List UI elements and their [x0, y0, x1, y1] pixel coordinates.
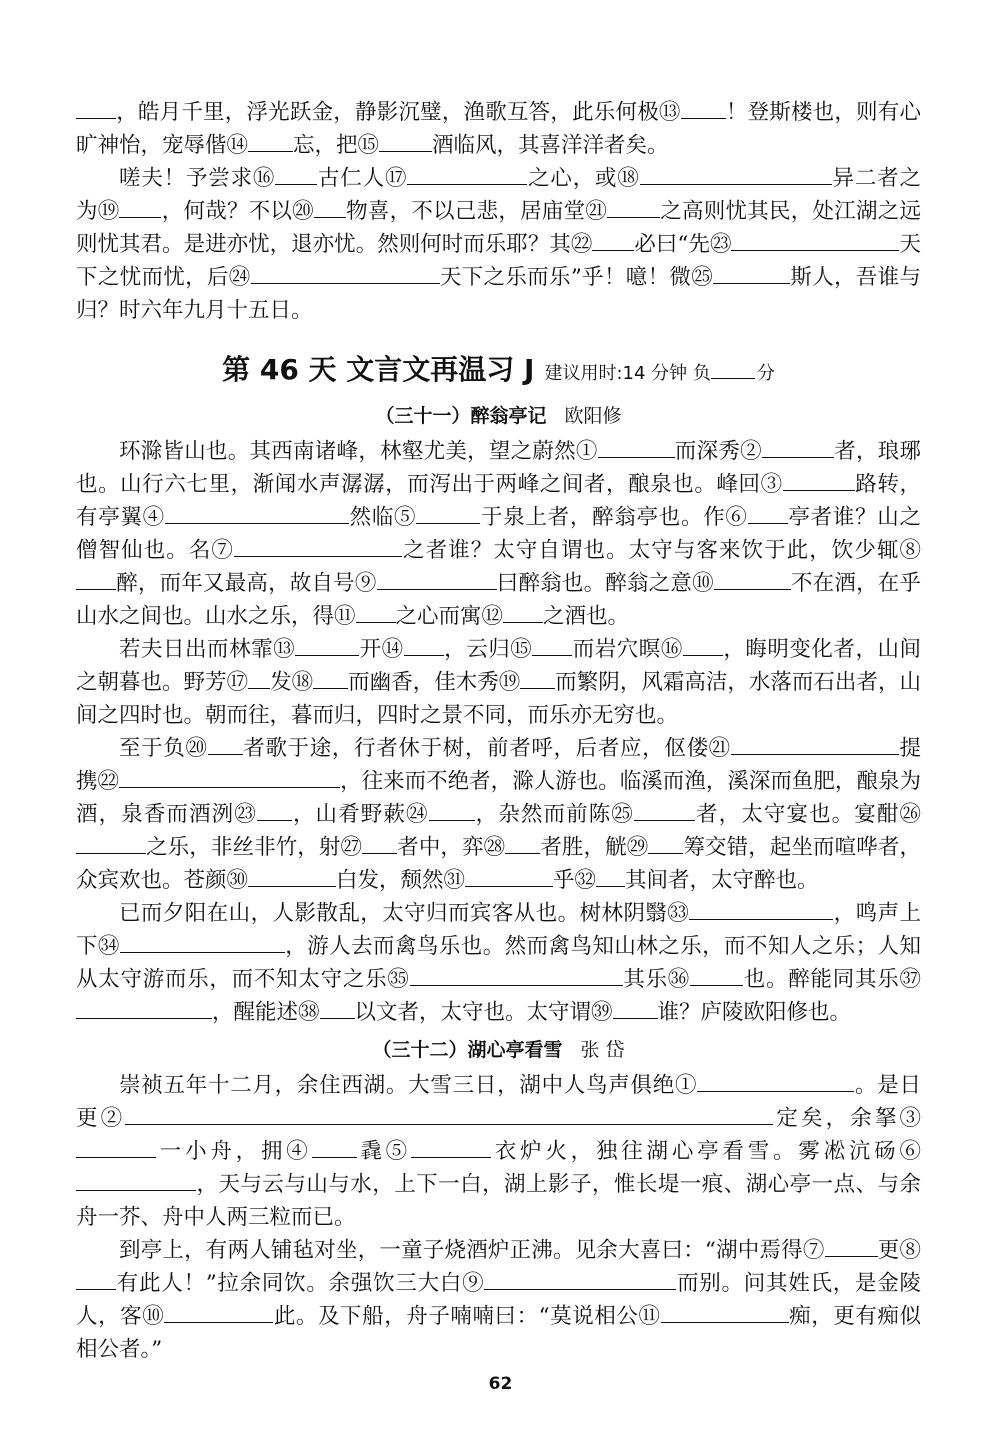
- answer-blank[interactable]: [661, 1302, 789, 1323]
- passage-text: ，山肴野蔌㉔: [291, 802, 429, 827]
- answer-blank[interactable]: [690, 965, 743, 986]
- answer-blank[interactable]: [76, 98, 116, 119]
- answer-blank[interactable]: [76, 998, 212, 1019]
- passage-text: 嗟夫！予尝求⑯: [119, 166, 276, 191]
- answer-blank[interactable]: [314, 197, 346, 218]
- answer-blank[interactable]: [598, 437, 675, 458]
- answer-blank[interactable]: [714, 569, 791, 590]
- passage-text: 天下之乐而乐”乎！噫！微㉕: [439, 265, 714, 290]
- day-title: 第 46 天 文言文再温习 J: [222, 353, 535, 386]
- passage-text: 以文者，太守也。太守谓㊴: [354, 1000, 613, 1025]
- section-title: （三十一）醉翁亭记: [375, 405, 547, 427]
- answer-blank[interactable]: [248, 668, 270, 689]
- answer-blank[interactable]: [484, 1269, 676, 1290]
- section-heading: [76, 399, 921, 433]
- answer-blank[interactable]: [825, 1236, 878, 1257]
- passage-text: 酒临风，其喜洋洋者矣。: [432, 133, 669, 158]
- passage-text: 之者谁？太守自谓也。太守与客来饮于此，饮少辄⑧: [401, 538, 921, 563]
- passage-text: ，晦明变化者，山间之朝暮也。野芳⑰: [76, 637, 921, 695]
- passage-paragraph: [76, 96, 921, 162]
- passage-text: 于泉上者，醉翁亭也。作⑥: [480, 505, 748, 530]
- passage-text: 其乐㊱: [622, 967, 691, 992]
- answer-blank[interactable]: [731, 230, 899, 251]
- passage-text: 提携㉒: [76, 736, 921, 794]
- passage-text: 之心，或⑱: [527, 166, 640, 191]
- passage-paragraph: [76, 435, 921, 633]
- passage-text: 者胜，觥㉙: [540, 835, 649, 860]
- passage-text: 之酒也。: [543, 604, 630, 629]
- passage-text: 发⑱: [270, 670, 314, 695]
- answer-blank[interactable]: [356, 602, 396, 623]
- section-huxintingkanxue: [76, 1033, 921, 1366]
- answer-blank[interactable]: [411, 1137, 491, 1158]
- answer-blank[interactable]: [164, 1302, 273, 1323]
- passage-text: 曰醉翁也。醉翁之意⑩: [496, 571, 714, 596]
- passage-text: 毳⑤: [356, 1139, 411, 1164]
- passage-text: ，杂然而前陈㉕: [474, 802, 634, 827]
- answer-blank[interactable]: [119, 197, 161, 218]
- answer-blank[interactable]: [165, 503, 349, 524]
- passage-text: 之高则忧其民，处江湖之远则忧其君。是进亦忧，退亦忧。然则何时而乐耶？其㉒: [76, 199, 921, 257]
- answer-blank[interactable]: [505, 833, 540, 854]
- passage-text: ，皓月千里，浮光跃金，静影沉璧，渔歌互答，此乐何极⑬: [116, 100, 681, 125]
- day-title-row: [76, 345, 921, 395]
- passage-text: 崇祯五年十二月，余住西湖。大雪三日，湖中人鸟声俱绝①: [119, 1073, 698, 1098]
- passage-text: ，何哉？不以⑳: [161, 199, 314, 224]
- answer-blank[interactable]: [248, 131, 293, 152]
- passage-text: 开⑭: [359, 637, 404, 662]
- passage-text: 物喜，不以己悲，居庙堂㉑: [345, 199, 608, 224]
- passage-text: 而岩穴暝⑯: [572, 637, 683, 662]
- answer-blank[interactable]: [407, 164, 527, 185]
- passage-paragraph: [76, 633, 921, 732]
- passage-text: ，鸣声上下㉞: [76, 901, 921, 959]
- answer-blank[interactable]: [313, 668, 348, 689]
- answer-blank[interactable]: [362, 833, 397, 854]
- passage-text: 者中，弈㉘: [397, 835, 506, 860]
- passage-text: 者，琅琊也。山行六七里，渐闻水声潺潺，而泻出于两峰之间者，酿泉也。峰回③: [76, 439, 921, 497]
- answer-blank[interactable]: [76, 833, 146, 854]
- passage-text: 谁？庐陵欧阳修也。: [657, 1000, 852, 1025]
- answer-blank[interactable]: [681, 98, 726, 119]
- answer-blank[interactable]: [208, 734, 243, 755]
- passage-text: 筹交错，起坐而喧哗者，众宾欢也。苍颜㉚: [76, 835, 921, 893]
- passage-text: ，云归⑮: [443, 637, 533, 662]
- answer-blank[interactable]: [379, 131, 432, 152]
- page-number: 62: [488, 1374, 513, 1394]
- passage-text: 者歌于途，行者休于树，前者呼，后者应，伛偻㉑: [242, 736, 731, 761]
- passage-text: 必曰“先㉓: [634, 232, 732, 257]
- answer-blank[interactable]: [119, 767, 340, 788]
- score-unit: 分: [756, 363, 775, 384]
- passage-paragraph: [76, 162, 921, 327]
- passage-text: 已而夕阳在山，人影散乱，太守归而宾客从也。树林阴翳㉝: [119, 901, 690, 926]
- passage-text: 而繁阴，风霜高洁，水落而石出者，山间之四时也。朝而往，暮而归，四时之景不同，而乐亦无穷也。: [76, 670, 921, 728]
- answer-blank[interactable]: [416, 503, 480, 524]
- passage-text: ，往来而不绝者，滁人游也。临溪而渔，溪深而鱼肥，酿泉为酒，泉香而酒洌㉓: [76, 769, 921, 827]
- passage-text: 斯人，吾谁与归？时六年九月十五日。: [76, 265, 921, 323]
- answer-blank[interactable]: [520, 668, 555, 689]
- passage-text: 其间者，太守醉也。: [625, 868, 819, 893]
- passage-text: 亭者谁？山之僧智仙也。名⑦: [76, 505, 921, 563]
- answer-blank[interactable]: [613, 998, 658, 1019]
- score-blank[interactable]: [711, 360, 755, 379]
- passage-paragraph: [76, 1069, 921, 1234]
- answer-blank[interactable]: [713, 263, 790, 284]
- answer-blank[interactable]: [76, 569, 116, 590]
- answer-blank[interactable]: [120, 932, 285, 953]
- answer-blank[interactable]: [465, 866, 553, 887]
- top-passage: [76, 96, 921, 327]
- passage-text: 。是日更②: [76, 1073, 921, 1131]
- answer-blank[interactable]: [377, 569, 497, 590]
- passage-paragraph: [76, 897, 921, 1029]
- passage-text: 一小舟，拥④: [156, 1139, 312, 1164]
- answer-blank[interactable]: [320, 998, 355, 1019]
- passage-text: 定矣，余拏③: [773, 1106, 921, 1131]
- passage-text: 忘，把⑮: [293, 133, 380, 158]
- answer-blank[interactable]: [295, 635, 359, 656]
- passage-text: 而深秀②: [674, 439, 762, 464]
- passage-text: 者，太守宴也。宴酣㉖: [694, 802, 921, 827]
- answer-blank[interactable]: [76, 1137, 156, 1158]
- answer-blank[interactable]: [748, 503, 788, 524]
- passage-text: 也。醉能同其乐㊲: [743, 967, 921, 992]
- answer-blank[interactable]: [248, 866, 336, 887]
- answer-blank[interactable]: [404, 635, 444, 656]
- answer-blank[interactable]: [312, 1137, 357, 1158]
- section-title: （三十二）湖心亭看雪: [372, 1039, 563, 1061]
- answer-blank[interactable]: [634, 800, 695, 821]
- passage-text: 有此人！”拉余同饮。余强饮三大白⑨: [116, 1271, 485, 1296]
- passage-text: 若夫日出而林霏⑬: [119, 637, 296, 662]
- section-author: 欧阳修: [564, 405, 622, 427]
- passage-text: 醉，而年又最高，故自号⑨: [116, 571, 377, 596]
- passage-text: 痴，更有痴似相公者。”: [76, 1304, 921, 1362]
- answer-blank[interactable]: [532, 635, 572, 656]
- passage-text: 异二者之为⑲: [76, 166, 921, 224]
- passage-text: ，醒能述㊳: [212, 1000, 320, 1025]
- passage-text: 至于负⑳: [119, 736, 208, 761]
- passage-text: 古仁人⑰: [317, 166, 408, 191]
- answer-blank[interactable]: [731, 734, 899, 755]
- answer-blank[interactable]: [596, 866, 625, 887]
- suggested-time: 建议用时:14 分钟 负: [544, 363, 711, 384]
- answer-blank[interactable]: [251, 263, 440, 284]
- passage-text: 更⑧: [877, 1238, 921, 1263]
- passage-text: 然临⑤: [348, 505, 417, 530]
- passage-text: 之心而寓⑫: [395, 604, 504, 629]
- passage-text: 天下之忧而忧，后㉔: [76, 232, 921, 290]
- answer-blank[interactable]: [689, 899, 833, 920]
- answer-blank[interactable]: [76, 1170, 196, 1191]
- passage-text: 环滁皆山也。其西南诸峰，林壑尤美，望之蔚然①: [119, 439, 598, 464]
- answer-blank[interactable]: [607, 197, 660, 218]
- answer-blank[interactable]: [234, 536, 402, 557]
- answer-blank[interactable]: [648, 833, 683, 854]
- passage-text: ，游人去而禽鸟乐也。然而禽鸟知山林之乐，而不知人之乐；人知从太守游而乐，而不知太守之乐㉟: [76, 934, 921, 992]
- passage-paragraph: [76, 732, 921, 897]
- passage-text: ！登斯楼也，则有心旷神怡，宠辱偕⑭: [76, 100, 921, 158]
- passage-text: 而别。问其姓氏，是金陵人，客⑩: [76, 1271, 921, 1329]
- answer-blank[interactable]: [257, 800, 292, 821]
- passage-text: ，天与云与山与水，上下一白，湖上影子，惟长堤一痕、湖心亭一点、与余舟一芥、舟中人两三粒而已。: [76, 1172, 921, 1230]
- answer-blank[interactable]: [76, 1269, 116, 1290]
- passage-text: 路转，有亭翼④: [76, 472, 921, 530]
- answer-blank[interactable]: [429, 800, 475, 821]
- section-author: 张 岱: [580, 1039, 625, 1061]
- answer-blank[interactable]: [125, 1104, 773, 1125]
- passage-text: 之乐，非丝非竹，射㉗: [146, 835, 363, 860]
- passage-text: 此。及下船，舟子喃喃曰：“莫说相公⑪: [273, 1304, 661, 1329]
- passage-text: 到亭上，有两人铺毡对坐，一童子烧酒炉正沸。见余大喜曰：“湖中焉得⑦: [119, 1238, 825, 1263]
- answer-blank[interactable]: [592, 230, 634, 251]
- passage-text: 而幽香，佳木秀⑲: [348, 670, 521, 695]
- answer-blank[interactable]: [697, 1071, 854, 1092]
- section-heading: [76, 1033, 921, 1067]
- passage-text: 衣炉火，独往湖心亭看雪。雾凇沆砀⑥: [490, 1139, 921, 1164]
- passage-text: 不在酒，在乎山水之间也。山水之乐，得⑪: [76, 571, 921, 629]
- answer-blank[interactable]: [640, 164, 832, 185]
- answer-blank[interactable]: [762, 437, 834, 458]
- passage-paragraph: [76, 1234, 921, 1366]
- answer-blank[interactable]: [503, 602, 543, 623]
- answer-blank[interactable]: [410, 965, 623, 986]
- answer-blank[interactable]: [275, 164, 317, 185]
- passage-text: 乎㉜: [553, 868, 597, 893]
- section-zuiwengtingji: [76, 399, 921, 1029]
- answer-blank[interactable]: [683, 635, 723, 656]
- answer-blank[interactable]: [783, 470, 855, 491]
- passage-text: 白发，颓然㉛: [336, 868, 466, 893]
